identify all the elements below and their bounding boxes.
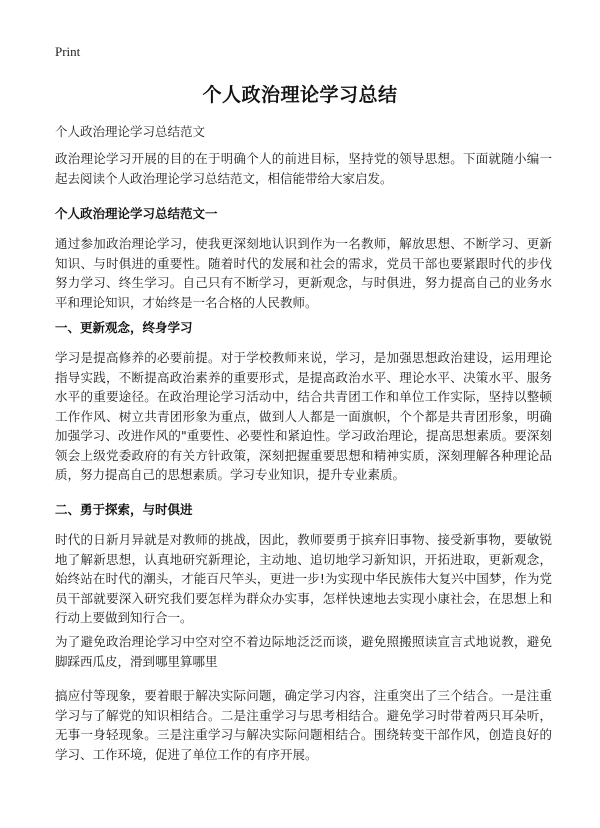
intro-paragraph: 政治理论学习开展的目的在于明确个人的前进目标，坚持党的领导思想。下面就随小编一起去阅读个人政治理论学习总结范文，相信能带给大家启发。 <box>55 151 552 186</box>
part2-paragraph-3: 搞应付等现象，要着眼于解决实际问题，确定学习内容，注重突出了三个结合。一是注重学习与了解党的知识相结合。二是注重学习与思考相结合。避免学习时带着两只耳朵听，无事一身轻现象。三是注重学习与解决实际问题相结合。围绕转变干部作风，创造良好的学习、工作环境，促进了单位工作的有序开展。 <box>55 688 552 762</box>
page-title: 个人政治理论学习总结 <box>202 84 398 106</box>
part1-heading: 一、更新观念，终身学习 <box>55 320 193 335</box>
part2-paragraph-2: 为了避免政治理论学习中空对空不着边际地泛泛而谈，避免照搬照读宣言式地说教，避免脚踩西瓜皮，滑到哪里算哪里 <box>55 634 552 669</box>
part2-paragraph: 时代的日新月异就是对教师的挑战，因此，教师要勇于摈弃旧事物、接受新事物，要敏锐地了解新思想，认真地研究新理论，主动地、追切地学习新知识，开拓进取，更新观念，始终站在时代的潮头，才能百尺竿头，更进一步!为实现中华民族伟大复兴中国梦，作为党员干部就要深入研究我们要怎样为群众办实事，怎样快速地去实现小康社会，在思想上和行动上要做到知行合一。 <box>55 532 552 625</box>
section-heading-1: 个人政治理论学习总结范文一 <box>55 206 218 221</box>
section1-paragraph: 通过参加政治理论学习，使我更深刻地认识到作为一名教师，解放思想、不断学习、更新知识、与时俱进的重要性。随着时代的发展和社会的需求，党员干部也要紧跟时代的步伐努力学习、终生学习。自己只有不断学习，更新观念，与时俱进，努力提高自己的业务水平和理论知识，才始终是一名合格的人民教师。 <box>55 236 552 310</box>
part2-heading: 二、勇于探索，与时俱进 <box>55 502 193 517</box>
print-link[interactable]: Print <box>55 44 81 59</box>
subtitle: 个人政治理论学习总结范文 <box>55 124 206 139</box>
part1-paragraph: 学习是提高修养的必要前提。对于学校教师来说，学习，是加强思想政治建设，运用理论指导实践，不断提高政治素养的重要形式，是提高政治水平、理论水平、决策水平、服务水平的重要途径。在政治理论学习活动中，结合共青团工作和单位工作实际，坚持以整顿工作作风、树立共青团形象为重点，做到人人都是一面旗帜，个个都是共青团形象，明确加强学习、改进作风的"重要性、必要性和紧迫性。学习政治理论，提高思想素质。要深刻领会上级党委政府的有关方针政策，深刻把握重要思想和精神实质，深刻理解各种理论品质，努力提高自己的思想素质。学习专业知识，提升专业素质。 <box>55 350 552 482</box>
